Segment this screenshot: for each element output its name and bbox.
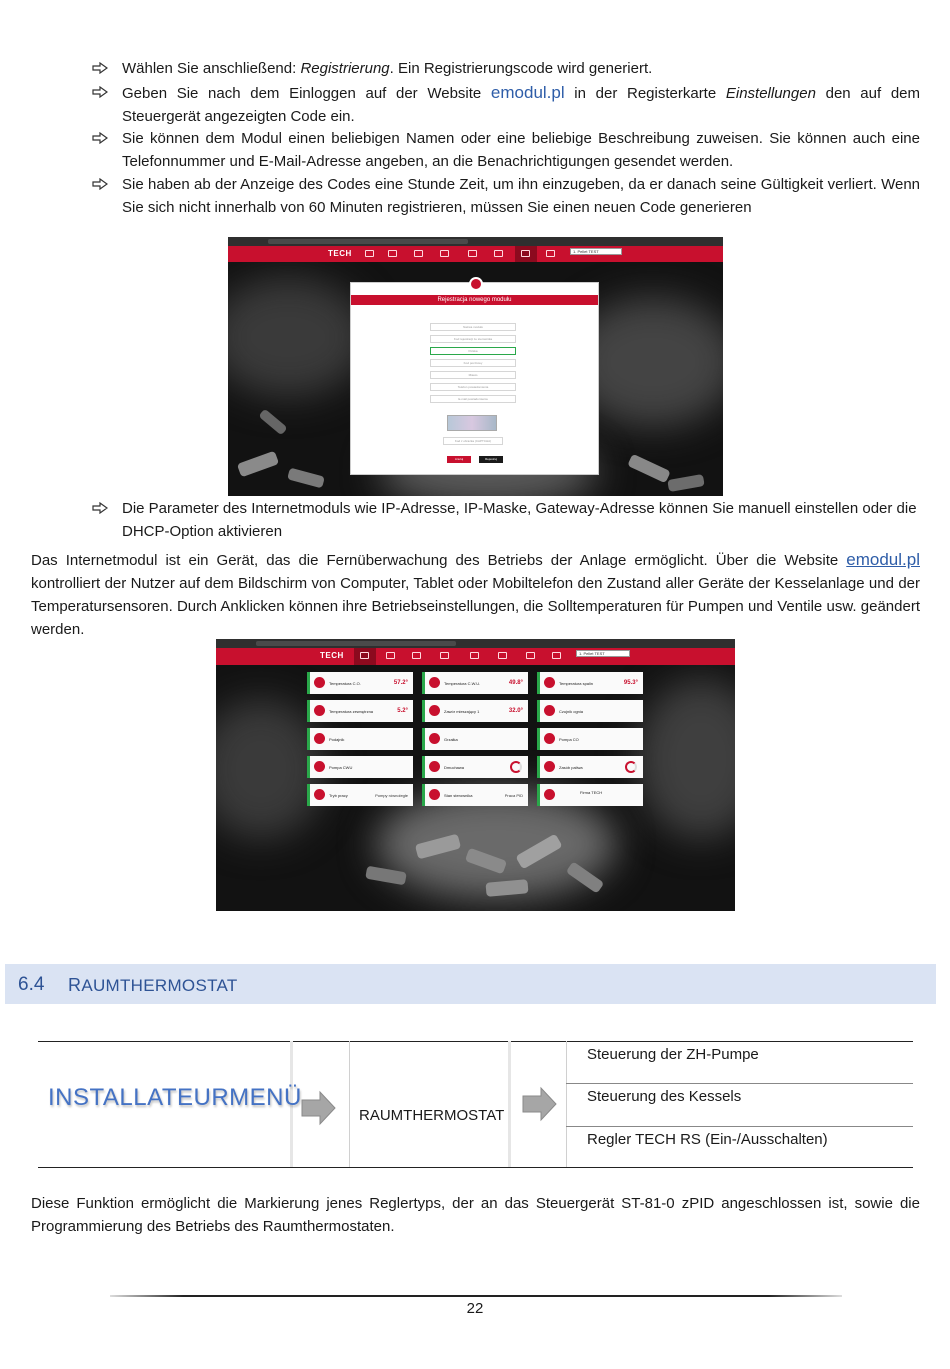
tile-tryb-pracy[interactable] — [307, 784, 413, 806]
arrow-bullet-icon — [92, 178, 108, 190]
tech-logo: TECH — [328, 249, 352, 258]
tile-label: Firma TECH — [580, 790, 603, 795]
field-captcha[interactable]: Kod z obrazka (CAPTCHA) — [443, 437, 503, 445]
table-top-border — [38, 1041, 913, 1042]
modal-title: Rejestracja nowego modułu — [351, 295, 598, 305]
raumthermostat-label: RAUMTHERMOSTAT — [359, 1107, 505, 1124]
thermometer-icon — [314, 677, 325, 688]
bullet-text: . Ein Registrierungscode wird generiert. — [389, 60, 653, 77]
menu-path-arrow-icon — [301, 1090, 337, 1126]
tile-zawor[interactable] — [422, 700, 528, 722]
fuel-icon — [544, 761, 555, 772]
users-icon[interactable] — [386, 652, 395, 659]
option-divider — [566, 1126, 913, 1127]
tile-label: Pompa CO — [559, 737, 579, 742]
bullet-emphasis: Registrierung — [300, 60, 390, 77]
user-menu-icon[interactable] — [440, 250, 449, 257]
field-module-name[interactable]: Nazwa modułu — [430, 323, 516, 331]
bullet-text: Geben Sie nach dem Einloggen auf der Website — [122, 85, 491, 102]
thermometer-icon — [314, 705, 325, 716]
field-city[interactable]: Miasto — [430, 371, 516, 379]
users-icon[interactable] — [388, 250, 397, 257]
bullet-text: Wählen Sie anschließend: — [122, 60, 301, 77]
tech-logo: TECH — [320, 651, 344, 660]
installer-menu-label: INSTALLATEURMENÜ — [48, 1084, 302, 1111]
screenshot-registration — [228, 237, 723, 496]
bullet-text: Sie können dem Modul einen beliebigen Namen oder eine beliebige Beschreibung zuweisen. Sie können auch eine Telefonnummer und E-Mail-Adresse angeben, an die Benachrichtigungen gesendet werden. — [122, 130, 920, 170]
section-header-raumthermostat — [5, 964, 936, 1004]
tile-label: Podajnik — [329, 737, 345, 742]
field-postal-code[interactable]: Kod pocztowy — [430, 359, 516, 367]
tile-stan-sterownika[interactable] — [422, 784, 528, 806]
tile-temp-zewn[interactable] — [307, 700, 413, 722]
table-divider — [566, 1041, 567, 1167]
table-divider — [508, 1041, 511, 1167]
tile-pompa-cwu[interactable] — [307, 756, 413, 778]
tile-value: 57.2° — [393, 680, 408, 686]
field-registration-code[interactable]: Kod rejestracji ze sterownika — [430, 335, 516, 343]
section-number: 6.4 — [18, 974, 45, 995]
bullet-modulname — [92, 127, 920, 173]
footer-rule — [110, 1295, 842, 1297]
arrow-bullet-icon — [92, 62, 108, 74]
tile-zasob-paliwa[interactable] — [537, 756, 643, 778]
alarm-icon[interactable] — [468, 250, 477, 257]
modal-logo-icon — [469, 277, 483, 291]
pump-icon — [544, 733, 555, 744]
tile-label: Pompa CWU — [329, 765, 353, 770]
paragraph-funktion: Diese Funktion ermöglicht die Markierung jenes Reglertyps, der an das Steuergerät ST-81-0 zPID angeschlossen ist, sowie die Programmierung des Betriebs des Raumthermostaten. — [31, 1195, 920, 1235]
arrow-bullet-icon — [92, 86, 108, 98]
user-menu-icon[interactable] — [440, 652, 449, 659]
valve-icon — [429, 705, 440, 716]
stats-icon[interactable] — [494, 250, 503, 257]
tile-label: Grzałka — [444, 737, 458, 742]
tile-firma[interactable] — [537, 784, 643, 806]
tools-icon[interactable] — [412, 652, 421, 659]
progress-ring-icon — [625, 761, 637, 773]
page-number: 22 — [466, 1300, 484, 1317]
bullet-zeitlimit — [92, 173, 920, 219]
section-title — [68, 975, 238, 996]
app-navbar — [216, 648, 735, 665]
register-button[interactable]: Rejestruj — [479, 456, 503, 463]
tile-label: Zawór mieszający 1 — [444, 709, 480, 714]
cancel-button[interactable]: Anuluj — [447, 456, 471, 463]
paragraph-internetmodul — [31, 548, 920, 641]
menu-path-arrow-icon — [522, 1086, 558, 1122]
captcha-image — [447, 415, 497, 431]
bullet-text: Sie haben ab der Anzeige des Codes eine Stunde Zeit, um ihn einzugeben, da er danach seine Gültigkeit verliert. Wenn Sie sich nicht innerhalb von 60 Minuten registrieren, müssen Sie einen neuen Code generieren — [122, 176, 920, 216]
tile-label: Tryb pracy — [329, 793, 348, 798]
bullet-einloggen — [92, 81, 920, 128]
bullet-registrierung — [92, 57, 920, 80]
tile-label: Temperatura zewnętrzna — [329, 709, 374, 714]
registration-modal — [350, 282, 599, 475]
browser-toolbar — [216, 639, 735, 648]
logout-icon[interactable] — [552, 652, 561, 659]
info-icon — [544, 789, 555, 800]
bullet-text: in der Registerkarte — [564, 85, 726, 102]
paragraph-text: kontrolliert der Nutzer auf dem Bildschirm von Computer, Tablet oder Mobiltelefon den Zustand aller Geräte der Kesselanlage und der Temperatursensoren. Durch Anklicken können ihre Betriebseinstellungen, die Solltemperaturen für Pumpen und Ventile usw. geändert werden. — [31, 575, 920, 638]
module-select[interactable]: 1. Pellet TEST — [570, 248, 622, 255]
tile-value: Praca PID — [504, 793, 523, 798]
tile-label: Czujnik ognia — [559, 709, 584, 714]
option-kessel: Steuerung des Kessels — [587, 1088, 742, 1105]
bullet-parameter — [92, 497, 920, 543]
settings-icon[interactable] — [526, 652, 535, 659]
tile-podajnik[interactable] — [307, 728, 413, 750]
app-navbar — [228, 246, 723, 262]
heater-icon — [429, 733, 440, 744]
field-country[interactable]: Polska — [430, 347, 516, 355]
tile-label: Temperatura C.W.U. — [444, 681, 481, 686]
table-divider — [349, 1041, 350, 1167]
tile-czujnik-ognia[interactable] — [537, 700, 643, 722]
tile-grzalka[interactable] — [422, 728, 528, 750]
stats-icon[interactable] — [498, 652, 507, 659]
feeder-icon — [314, 733, 325, 744]
bullet-text: den auf dem Steuergerät angezeigten Code ein. — [122, 85, 920, 125]
tile-temp-spalin[interactable] — [537, 672, 643, 694]
tile-label: Stan sterownika — [444, 793, 473, 798]
alarm-icon[interactable] — [470, 652, 479, 659]
pump-icon — [314, 761, 325, 772]
tile-value: 32.0° — [508, 708, 523, 714]
mode-icon — [314, 789, 325, 800]
tile-value: 5.2° — [397, 708, 408, 714]
progress-ring-icon — [510, 761, 522, 773]
tile-label: Dmuchawa — [444, 765, 465, 770]
emodul-link[interactable]: emodul.pl — [846, 550, 920, 569]
browser-toolbar — [228, 237, 723, 246]
thermometer-icon — [429, 677, 440, 688]
section-title-rest: AUMTHERMOSTAT — [81, 976, 238, 995]
fan-icon — [429, 761, 440, 772]
field-phone[interactable]: Telefon powiadomienia — [430, 383, 516, 391]
option-tech-rs: Regler TECH RS (Ein-/Ausschalten) — [587, 1131, 828, 1148]
arrow-bullet-icon — [92, 132, 108, 144]
option-divider — [566, 1083, 913, 1084]
fire-icon — [544, 705, 555, 716]
screenshot-dashboard — [216, 639, 735, 911]
field-email[interactable]: E-mail powiadomienia — [430, 395, 516, 403]
tile-temp-co[interactable] — [307, 672, 413, 694]
emodul-link[interactable]: emodul.pl — [490, 83, 565, 102]
tile-label: Temperatura spalin — [559, 681, 594, 686]
tile-temp-cwu[interactable] — [422, 672, 528, 694]
tile-value: Pompy równoległe — [375, 793, 408, 798]
module-select[interactable]: 1. Pellet TEST — [576, 650, 630, 657]
paragraph-text: Das Internetmodul ist ein Gerät, das die Fernüberwachung des Betriebs der Anlage ermöglicht. Über die Website — [31, 552, 847, 569]
tile-dmuchawa[interactable] — [422, 756, 528, 778]
flue-icon — [544, 677, 555, 688]
tile-label: Temperatura C.O. — [329, 681, 361, 686]
arrow-bullet-icon — [92, 502, 108, 514]
tile-pompa-co[interactable] — [537, 728, 643, 750]
tile-value: 95.3° — [623, 680, 638, 686]
section-title-initial: R — [68, 975, 82, 995]
tile-value: 49.8° — [508, 680, 523, 686]
tools-icon[interactable] — [414, 250, 423, 257]
settings-icon[interactable] — [521, 250, 530, 257]
tile-label: Zasób paliwa — [559, 765, 583, 770]
logout-icon[interactable] — [546, 250, 555, 257]
bullet-emphasis: Einstellungen — [725, 85, 816, 102]
option-zh-pumpe: Steuerung der ZH-Pumpe — [587, 1046, 759, 1063]
url-bar[interactable] — [256, 641, 456, 646]
home-icon[interactable] — [365, 250, 374, 257]
home-icon[interactable] — [360, 652, 369, 659]
bullet-text: Die Parameter des Internetmoduls wie IP-Adresse, IP-Maske, Gateway-Adresse können Sie manuell einstellen oder die DHCP-Option aktivieren — [122, 500, 917, 540]
controller-icon — [429, 789, 440, 800]
table-bottom-border — [38, 1167, 913, 1168]
url-bar[interactable] — [268, 239, 468, 244]
